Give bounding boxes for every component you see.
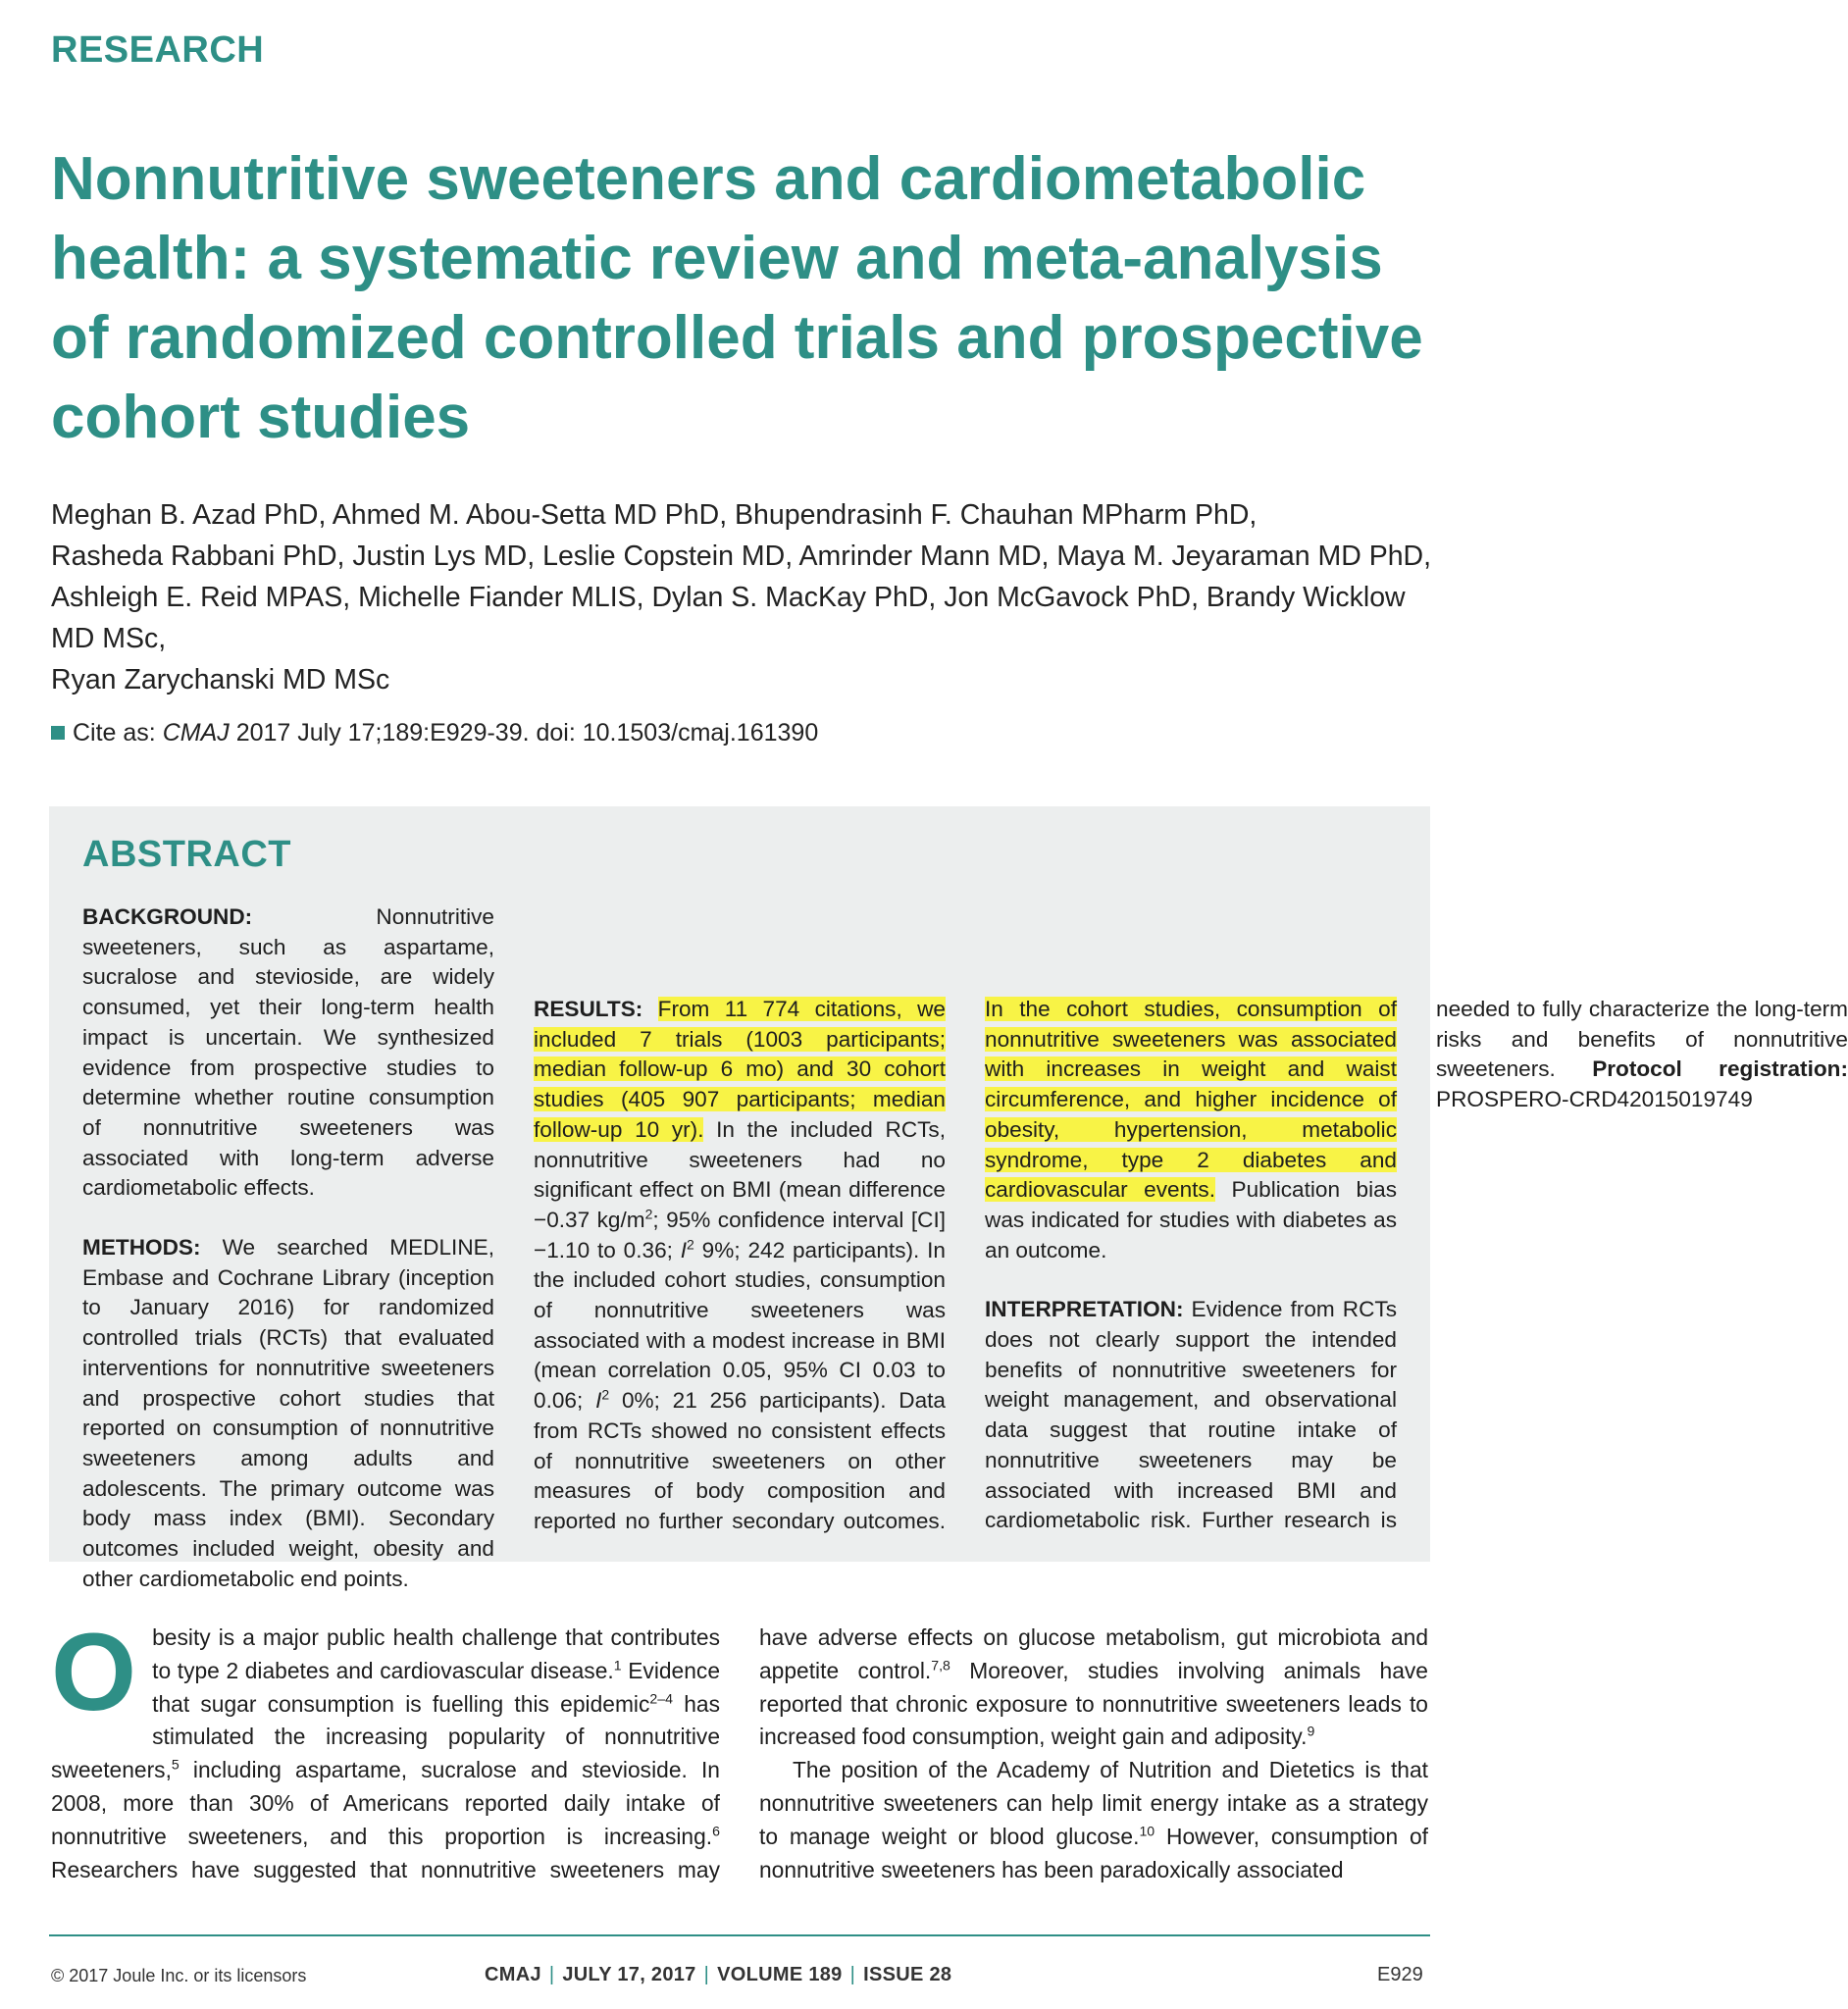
p1-b: Evidence that sugar consumption is fuelling this epidemic (152, 1657, 720, 1717)
footer-copyright: © 2017 Joule Inc. or its licensors (51, 1966, 307, 1985)
square-bullet-icon (51, 726, 65, 740)
ref-4: 6 (712, 1823, 720, 1839)
p1-e: Researchers have suggested that nonnutritive sweeteners may have adverse effects on glucose metabolism, gut microbiota and appetite control. (51, 1624, 1428, 1882)
author-line: Meghan B. Azad PhD, Ahmed M. Abou-Setta MD PhD, Bhupendrasinh F. Chauhan MPharm PhD, (51, 499, 1258, 531)
abstract-results-flow (534, 995, 1848, 1544)
sup-2: 2 (644, 1206, 653, 1222)
ref-3: 5 (171, 1756, 180, 1773)
results-highlight: From 11 774 citations, we included 7 trials (1003 participants; median follow-up 6 mo) and 30 cohort studies (405 907 participants; median follow-up 10 yr). (534, 997, 946, 1142)
background-text: Nonnutritive sweeteners, such as aspartame, sucralose and stevioside, are widely consumed, yet their long-term health impact is uncertain. We synthesized evidence from prospective studies to determine whether routine consumption of nonnutritive sweeteners was associated with long-term adverse cardiometabolic effects. (82, 904, 494, 1201)
cite-journal: CMAJ (162, 719, 230, 747)
cite-reference: 2017 July 17;189:E929-39. doi: 10.1503/cmaj.161390 (229, 719, 819, 747)
footer-date: JULY 17, 2017 (562, 1964, 696, 1985)
p1-d: including aspartame, sucralose and stevioside. In 2008, more than 30% of Americans reported daily intake of nonnutritive sweeteners, and this proportion is increasing. (51, 1757, 720, 1849)
footer-issue: ISSUE 28 (863, 1964, 952, 1985)
results-highlight-2: In the cohort studies, consumption of nonnutritive sweeteners was associated with increases in weight and waist circumference, and higher incidence of obesity, hypertension, metabolic syndrome, type 2 diabetes and cardiovascular events. (985, 997, 1397, 1203)
ref-6: 9 (1307, 1723, 1315, 1739)
sup-i2b: 2 (601, 1386, 610, 1403)
ref-5: 7,8 (931, 1657, 950, 1674)
body-text-flow (51, 1611, 1428, 1896)
author-line: Ashleigh E. Reid MPAS, Michelle Fiander MLIS, Dylan S. MacKay PhD, Jon McGavock PhD, Brandy Wicklow MD MSc, (51, 582, 1406, 654)
ref-7: 10 (1139, 1823, 1155, 1839)
dropcap: O (51, 1611, 137, 1733)
results-text-a: In the included RCTs, nonnutritive sweeteners had no significant effect on BMI (mean difference −0.37 kg/m (534, 1116, 947, 1232)
article-title: Nonnutritive sweeteners and cardiometabolic health: a systematic review and meta-analysis of randomized controlled trials and prospective cohort studies (51, 145, 1423, 451)
author-list (51, 494, 1444, 700)
p2-b: However, consumption of nonnutritive sweeteners has been paradoxically associated (759, 1823, 1428, 1882)
p1-c: has stimulated the increasing popularity of nonnutritive sweeteners, (51, 1690, 720, 1783)
footer-issue-info: CMAJ | JULY 17, 2017 | VOLUME 189 | ISSUE 28 (485, 1964, 952, 1985)
results-text-b: ; 95% confidence interval [CI] −1.10 to 0.36; (534, 1207, 947, 1262)
background-label: BACKGROUND: (82, 904, 253, 929)
citation (51, 719, 818, 747)
methods-label: METHODS: (82, 1235, 201, 1261)
protocol-label: Protocol registration: (1592, 1056, 1848, 1082)
section-label: RESEARCH (51, 29, 265, 71)
methods-text: We searched MEDLINE, Embase and Cochrane Library (inception to January 2016) for randomized controlled trials (RCTs) that evaluated interventions for nonnutritive sweeteners and prospective cohort studies that reported on consumption of nonnutritive sweeteners among adults and adolescents. The primary outcome was body mass index (BMI). Secondary outcomes included weight, obesity and other cardiometabolic end points. (82, 1235, 494, 1591)
abstract-column-1 (82, 902, 494, 1591)
results-text-e: Publication bias was indicated for studies with diabetes as an outcome. (985, 1177, 1397, 1262)
interpretation-text: Evidence from RCTs does not clearly support the intended benefits of nonnutritive sweeteners for weight management, and observational data suggest that routine intake of nonnutritive sweeteners may be associated with increased BMI and cardiometabolic risk. Further research is needed to fully characterize the long-term risks and benefits of nonnutritive sweeteners. (985, 997, 1848, 1533)
author-line: Ryan Zarychanski MD MSc (51, 664, 390, 695)
footer-rule (49, 1934, 1430, 1936)
protocol-value: PROSPERO-CRD42015019749 (1436, 1087, 1753, 1112)
i2: I (680, 1237, 688, 1262)
results-text-d: 0%; 21 256 participants). Data from RCTs showed no consistent effects of nonnutritive sweeteners on other measures of body composition and reported no further secondary outcomes. (534, 1388, 946, 1533)
sup-i2: 2 (687, 1236, 694, 1253)
ref-1: 1 (613, 1657, 622, 1674)
footer-journal: CMAJ (485, 1964, 541, 1985)
p2-a: The position of the Academy of Nutrition and Dietetics is that nonnutritive sweeteners can help limit energy intake as a strategy to manage weight or blood glucose. (759, 1757, 1428, 1849)
author-line: Rasheda Rabbani PhD, Justin Lys MD, Leslie Copstein MD, Amrinder Mann MD, Maya M. Jeyaraman MD PhD, (51, 541, 1432, 572)
abstract-methods (82, 1233, 494, 1594)
ref-2: 2–4 (649, 1690, 673, 1706)
footer-page-number: E929 (1377, 1964, 1423, 1985)
interpretation-label: INTERPRETATION: (985, 1297, 1184, 1322)
results-text-c: 9%; 242 participants). In the included cohort studies, consumption of nonnutritive sweeteners was associated with a modest increase in BMI (mean correlation 0.05, 95% CI 0.03 to 0.06; (534, 1237, 946, 1414)
abstract-heading: ABSTRACT (82, 834, 291, 875)
body-paragraph-2 (759, 1754, 1428, 1886)
p1-a: besity is a major public health challenge that contributes to type 2 diabetes and cardiovascular disease. (152, 1624, 720, 1683)
abstract-background (82, 902, 494, 1204)
cite-prefix: Cite as: (73, 719, 163, 747)
p1-f: Moreover, studies involving animals have reported that chronic exposure to nonnutritive sweeteners leads to increased food consumption, weight gain and adiposity. (759, 1657, 1428, 1750)
footer-volume: VOLUME 189 (717, 1964, 843, 1985)
i2b: I (595, 1388, 602, 1414)
results-label: RESULTS: (534, 997, 643, 1021)
